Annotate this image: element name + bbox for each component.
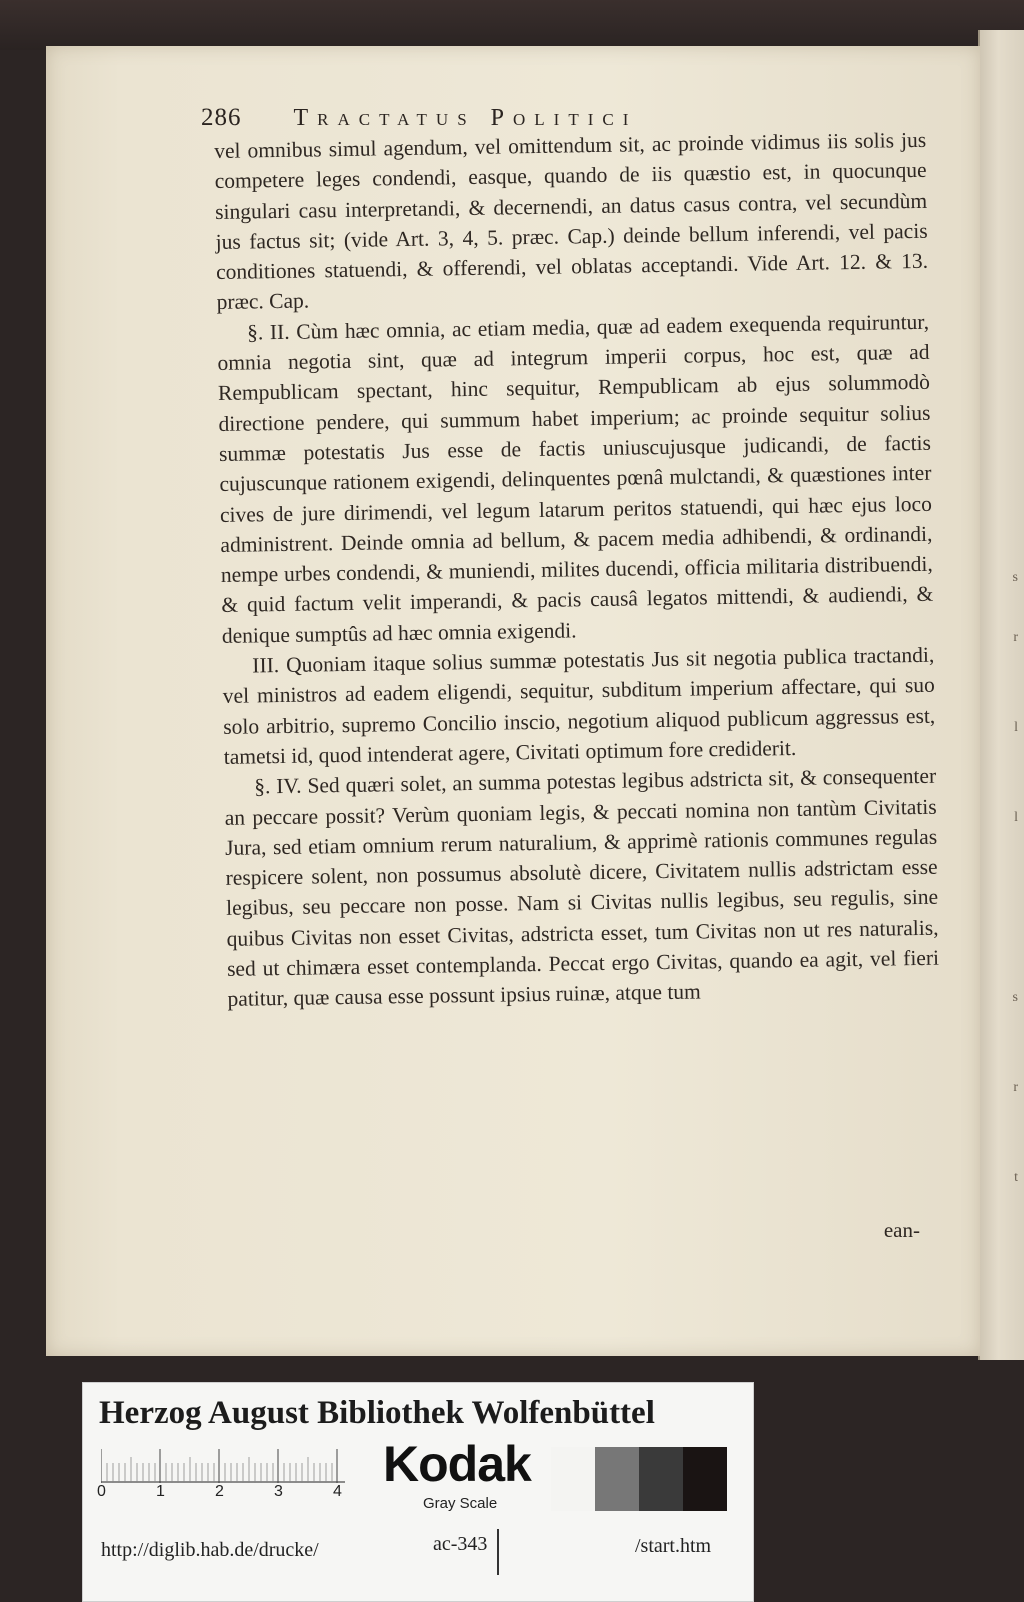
facing-page-letter: r — [1013, 1080, 1018, 1095]
facing-page-letter: r — [1013, 630, 1018, 645]
paragraph: §. IV. Sed quæri solet, an summa potestas legibus adstricta sit, & consequenter an peccare possit? Verùm quoniam legis, & peccati nomina non tantùm Civitatis Jura, sed etiam omnium rerum naturalium, & apprimè rationis communes regulas respicere solent, non possumus absolutè dicere, Civitatem nullis adstrictam esse legibus, seu peccare non posse. Nam si Civitas nullis legibus, seu regulis, sine quibus Civitas non esset Civitas, adstricta esset, tum Civitas non ut res naturalis, sed ut chimæra esset contemplanda. Peccat ergo Civitas, quando ea agit, vel fieri patitur, quæ causa esse possunt ipsius ruinæ, atque tum — [224, 763, 940, 1012]
ruler-label: 3 — [274, 1483, 283, 1500]
gray-scale-label: Gray Scale — [423, 1495, 498, 1512]
paragraph: III. Quoniam itaque solius summæ potestatis Jus sit negotia publica tractandi, vel ministros ad eadem eligendi, sequitur, subditum imperium affectare, qui suo solo arbitrio, supremo Concilio inscio, negotium aliquod publicum aggressus est, tametsi id, quod intenderat agere, Civitati optimum fore crediderit. — [222, 642, 936, 769]
paragraph: §. II. Cùm hæc omnia, ac etiam media, quæ ad eadem exequenda requiruntur, omnia negotia sint, quæ ad integrum imperii corpus, hoc est, quæ ad Rempublicam spectant, hinc sequitur, Rempublicam ab ejus solummodò directione pendere, qui summum habet imperium; ac proinde sequitur solius summæ potestatis Jus esse de factis uniuscujusque judicandi, de factis cujuscunque rationem exigendi, delinquentes pœnâ mulctandi, & quæstiones inter cives de jure dirimendi, vel legum latarum peritos statuendi, qui hæc ejus loco administrent. Deinde omnia ad bellum, & pacem media adhibendi, & ordinandi, nempe urbes condendi, & muniendi, milites ducendi, officia militaria distribuendi, & quid factum velit imperandi, & pacis causâ legatos mittendi, & audiendi, & denique sumptûs ad hæc omnia exigendi. — [217, 309, 934, 648]
kodak-logo: Kodak — [383, 1436, 531, 1492]
swatch-black — [683, 1447, 727, 1511]
ruler-icon — [101, 1449, 345, 1483]
paragraph: vel omnibus simul agendum, vel omittendum sit, ac proinde vidimus iis solis jus competere leges condendi, easque, quando de iis quæstio est, in quocunque singulari casu interpretandi, & decernendi, an datus casus contra, vel secundùm jus factus sit; (vide Art. 3, 4, 5. præc. Cap.) deinde bellum inferendi, vel pacis conditiones statuendi, & offerendi, vel oblatas acceptandi. Vide Art. 12. & 13. præc. Cap. — [214, 127, 929, 315]
page-number: 286 — [201, 104, 242, 131]
library-name: Herzog August Bibliothek Wolfenbüttel — [99, 1395, 655, 1431]
scanned-page — [46, 46, 980, 1356]
shelf-code: ac-343 — [433, 1533, 488, 1555]
start-url: /start.htm — [635, 1535, 712, 1557]
facing-page-letter: t — [1014, 1170, 1018, 1185]
ruler-label: 1 — [156, 1483, 165, 1500]
body-text — [214, 125, 940, 1015]
divider — [497, 1529, 499, 1575]
facing-page-letter: s — [1012, 570, 1018, 585]
running-head-title: Tractatus Politici — [293, 105, 638, 131]
catchword: ean- — [883, 1218, 920, 1242]
facing-page-letter: s — [1012, 990, 1018, 1005]
swatch-white — [551, 1447, 595, 1511]
ruler-label: 0 — [97, 1483, 106, 1500]
digitization-card — [82, 1382, 754, 1602]
facing-page-letter: l — [1014, 720, 1018, 735]
gray-scale-swatches — [551, 1447, 727, 1511]
facing-page-edge — [978, 30, 1024, 1360]
ruler-label: 2 — [215, 1483, 224, 1500]
facing-page-letter: l — [1014, 810, 1018, 825]
ruler-labels — [97, 1483, 357, 1507]
swatch-dark-gray — [639, 1447, 683, 1511]
catalog-url: http://diglib.hab.de/drucke/ — [101, 1539, 319, 1561]
swatch-mid-gray — [595, 1447, 639, 1511]
ruler-label: 4 — [333, 1483, 342, 1500]
scanner-background — [0, 0, 1024, 50]
